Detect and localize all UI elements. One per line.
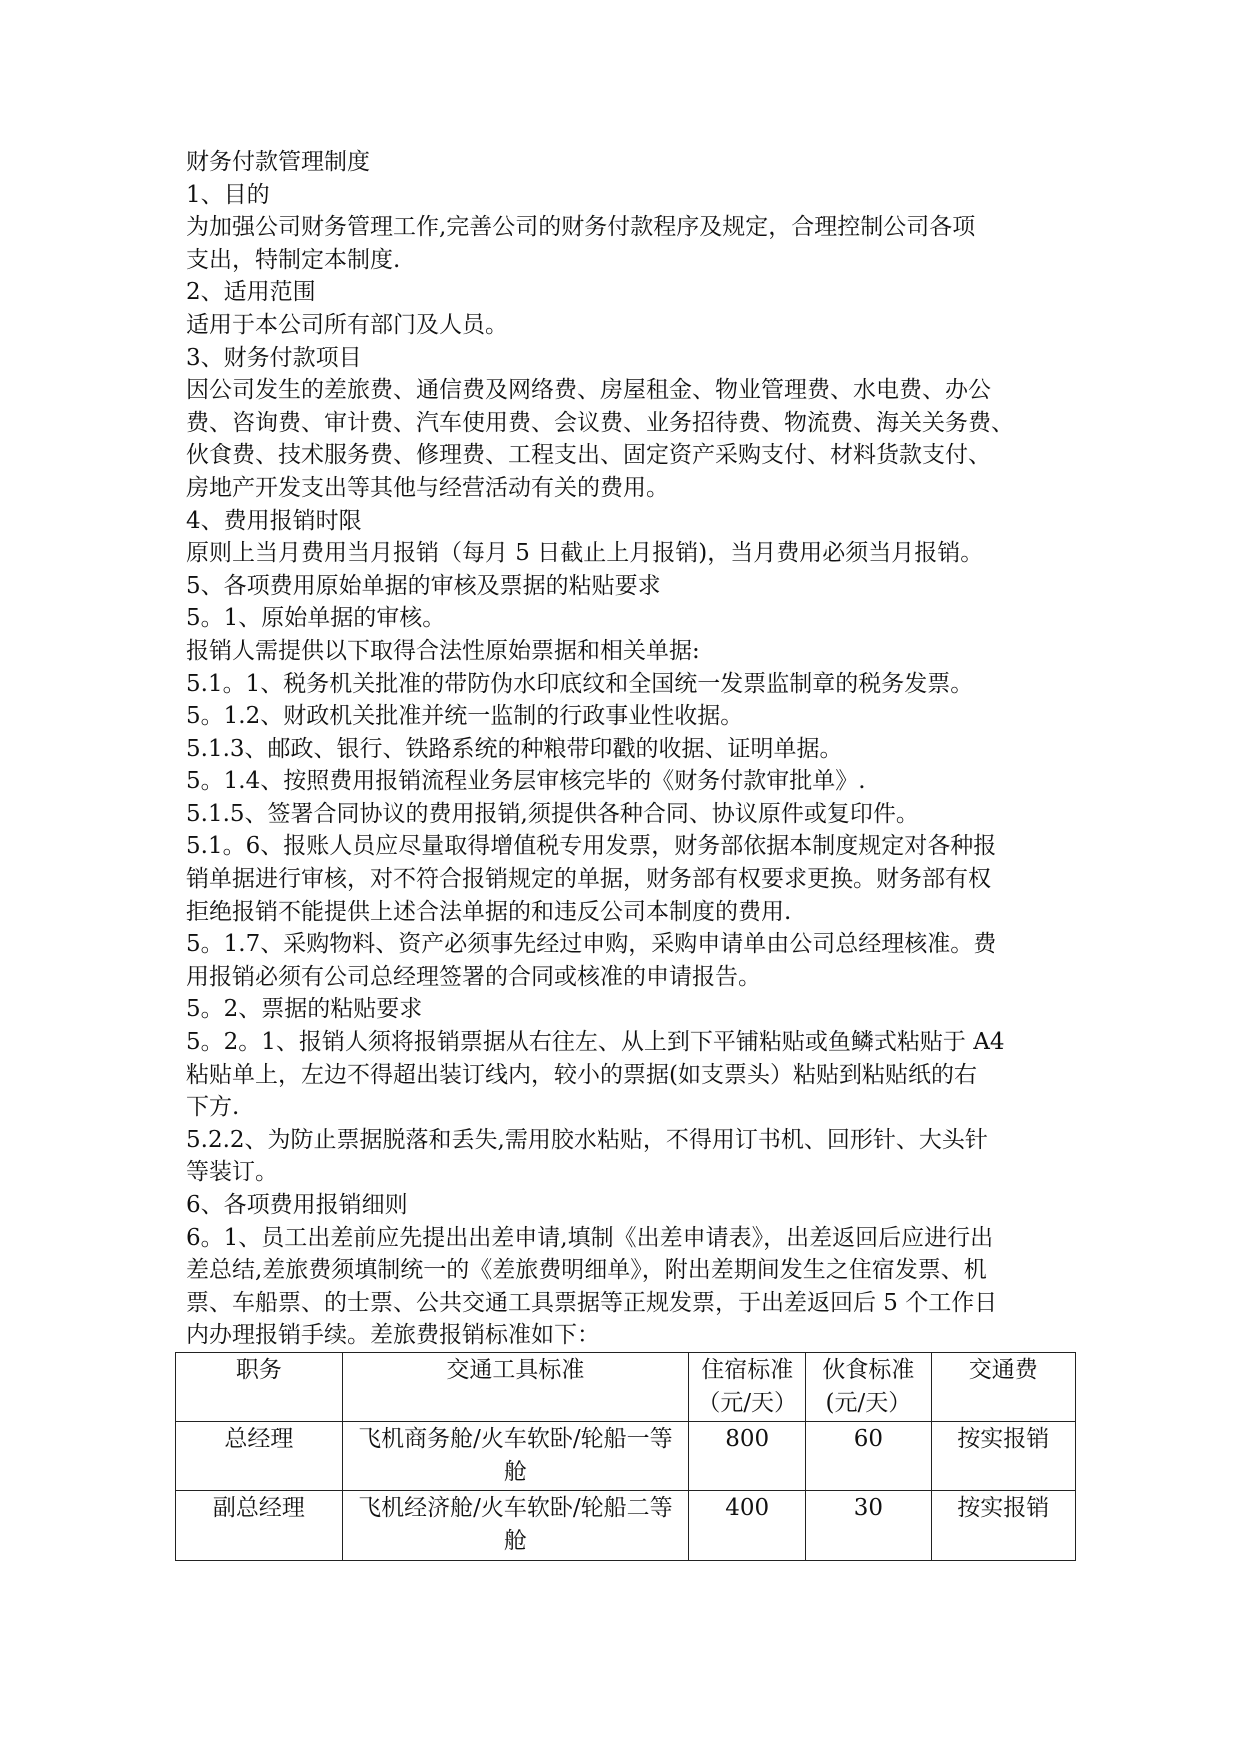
table-cell: 按实报销 [931,1422,1075,1491]
list-item: 5.1.3、邮政、银行、铁路系统的种粮带印戳的收据、证明单据。 [186,735,843,762]
paragraph-line: 原则上当月费用当月报销（每月 5 日截止上月报销)，当月费用必须当月报销。 [186,540,984,567]
table-cell: 副总经理 [176,1491,343,1560]
header-cell-lodging-standard: 住宿标准（元/天） [689,1352,806,1421]
table-cell: 30 [806,1491,931,1560]
list-item: 5。2。1、报销人须将报销票据从右往左、从上到下平铺粘贴或鱼鳞式粘贴于 A4 [186,1029,1005,1056]
paragraph-line: 拒绝报销不能提供上述合法单据的和违反公司本制度的费用. [186,898,792,925]
section-heading: 3、财务付款项目 [186,344,362,371]
list-item: 5。1.7、采购物料、资产必须事先经过申购，采购申请单由公司总经理核准。费 [186,931,997,958]
paragraph-line: 伙食费、技术服务费、修理费、工程支出、固定资产采购支付、材料货款支付、 [186,442,991,469]
section-heading: 6、各项费用报销细则 [186,1192,408,1218]
list-item: 5。1.2、财政机关批准并统一监制的行政事业性收据。 [186,703,744,730]
document-body [186,146,1066,1561]
list-item: 6。1、员工出差前应先提出出差申请,填制《出差申请表》，出差返回后应进行出 [186,1224,994,1251]
paragraph-line: 支出，特制定本制度. [186,246,401,273]
paragraph-line: 内办理报销手续。差旅费报销标准如下： [186,1322,600,1349]
travel-expense-table [175,1352,1076,1561]
paragraph-line: 销单据进行审核，对不符合报销规定的单据，财务部有权要求更换。财务部有权 [186,866,991,893]
subsection-heading: 5。1、原始单据的审核。 [186,605,446,632]
paragraph-line: 为加强公司财务管理工作,完善公司的财务付款程序及规定，合理控制公司各项 [186,214,976,241]
paragraph-line: 房地产开发支出等其他与经营活动有关的费用。 [186,474,669,501]
paragraph-line: 因公司发生的差旅费、通信费及网络费、房屋租金、物业管理费、水电费、办公 [186,377,991,404]
section-heading: 5、各项费用原始单据的审核及票据的粘贴要求 [186,572,661,599]
section-heading: 2、适用范围 [186,279,316,306]
paragraph-line: 费、咨询费、审计费、汽车使用费、会议费、业务招待费、物流费、海关关务费、 [186,409,1014,436]
subsection-heading: 5。2、票据的粘贴要求 [186,996,423,1023]
paragraph-line: 适用于本公司所有部门及人员。 [186,311,508,338]
table-header-row [176,1352,1076,1421]
document-title: 财务付款管理制度 [186,149,370,175]
table-cell: 400 [689,1491,806,1560]
table-row [176,1491,1076,1560]
list-item: 5.1。1、税务机关批准的带防伪水印底纹和全国统一发票监制章的税务发票。 [186,670,974,697]
table-cell: 飞机商务舱/火车软卧/轮船一等舱 [342,1422,688,1491]
header-cell-meal-standard: 伙食标准(元/天） [806,1352,931,1421]
list-item: 5.1.5、签署合同协议的费用报销,须提供各种合同、协议原件或复印件。 [186,800,919,827]
list-item: 5.2.2、为防止票据脱落和丢失,需用胶水粘贴，不得用订书机、回形针、大头针 [186,1126,988,1153]
paragraph-line: 下方. [186,1094,240,1121]
paragraph-line: 粘贴单上，左边不得超出装订线内，较小的票据(如支票头）粘贴到粘贴纸的右 [186,1061,977,1088]
table-row [176,1422,1076,1491]
section-heading: 4、费用报销时限 [186,507,362,534]
header-cell-transport-standard: 交通工具标准 [342,1352,688,1421]
table-cell: 飞机经济舱/火车软卧/轮船二等舱 [342,1491,688,1560]
paragraph-line: 报销人需提供以下取得合法性原始票据和相关单据: [186,637,700,664]
paragraph-line: 等装订。 [186,1159,278,1186]
list-item: 5。1.4、按照费用报销流程业务层审核完毕的《财务付款审批单》. [186,768,866,795]
table-cell: 60 [806,1422,931,1491]
table-cell: 按实报销 [931,1491,1075,1560]
header-cell-transport-fee: 交通费 [931,1352,1075,1421]
paragraph-line: 差总结,差旅费须填制统一的《差旅费明细单》，附出差期间发生之住宿发票、机 [186,1257,987,1284]
table-cell: 总经理 [176,1422,343,1491]
list-item: 5.1。6、报账人员应尽量取得增值税专用发票，财务部依据本制度规定对各种报 [186,833,997,860]
header-cell-position: 职务 [176,1352,343,1421]
paragraph-line: 票、车船票、的士票、公共交通工具票据等正规发票，于出差返回后 5 个工作日 [186,1289,998,1316]
section-heading: 1、目的 [186,181,270,208]
paragraph-line: 用报销必须有公司总经理签署的合同或核准的申请报告。 [186,963,761,990]
table-cell: 800 [689,1422,806,1491]
